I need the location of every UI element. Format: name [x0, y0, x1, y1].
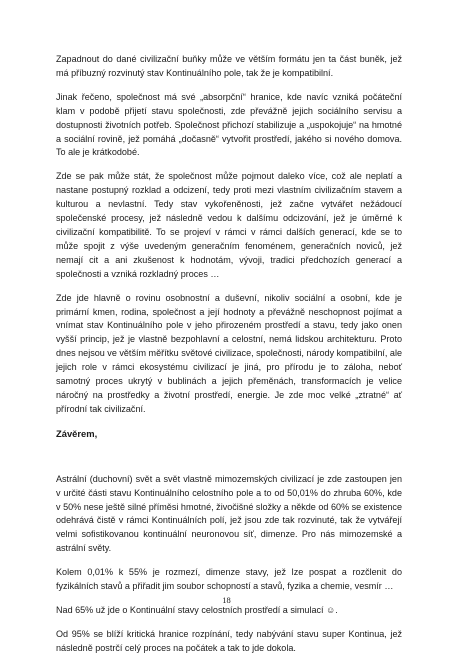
paragraph: Zapadnout do dané civilizační buňky může ve větším formátu jen ta část buněk, jež má příbuzný rozvinutý stav Kontinuálního pole, tak že je kompatibilní. [56, 54, 402, 78]
paragraph: Astrální (duchovní) svět a svět vlastně mimozemských civilizací je zde zastoupen jen v určité části stavu Kontinuálního celostního pole a to od 50,01% do zhruba 60%, kde v 50% nese ještě silné příměsi hmotné, živočišné složky a někde od 60% se existence odehrává čistě v rámci Kontinuálních polí, jež jsou zde tak rozvinuté, tak že vytvářejí velmi sofistikovanou kontinuální neuronovou síť, dimenze. Pro nás mimozemské a astrální světy. [56, 473, 402, 554]
page-number: 18 [222, 595, 231, 605]
paragraph: Zde jde hlavně o rovinu osobnostní a duševní, nikoliv sociální a osobní, kde je primární kmen, rodina, společnost a její hodnoty a převážně neschopnost pojímat a vnímat stav Kontinuálního pole v jeho přirozeném prostředí a stavu, tedy jako onen vyšší princip, jež je vlastně bezpohlavní a celostní, nemá lidskou architekturu. Proto dnes nejsou ve větším měřítku světové civilizace, společnosti, národy kompatibilní, ale jejich role v rámci ekosystému civilizací je jiná, pro přírodu je to záloha, neboť samotný proces ukrytý v bublinách a jejich přeměnách, transformacích je velice náročný na prostředky a životní prostředí, energie. Je zde moc velké „ztratné“ ať přírodní tak civilizační. [56, 292, 402, 414]
paragraph: Zde se pak může stát, že společnost může pojmout daleko více, což ale neplatí a nastane postupný rozklad a odcizení, tedy proti mezi vlastním civilizačním stavem a kulturou a nevlastní. Tedy stav vykořeněnosti, jež začne vytvářet nežádoucí společenské procesy, jež následně vedou k dalšímu odcizování, jež je úměrné k civilizační kompatibilitě. To se projeví v rámci v rámci dalších generací, kde se to může spojit z výše uvedeným generačním fenoménem, generačních noviců, jež nemají cit a ani zkušenost k hodnotám, vývoji, tradici předchozích generací a společnosti a vzniká rozkladný proces … [56, 171, 402, 279]
page-body [56, 53, 402, 666]
paragraph: Od 95% se blíží kritická hranice rozpínání, tedy nabývání stavu super Kontinua, jež následně postrčí celý proces na počátek a tak to jde dokola. [56, 628, 402, 653]
paragraph: Jinak řečeno, společnost má své „absorpční“ hranice, kde navíc vzniká počáteční klam v podobě přijetí stavu společnosti, zde převážně jejich sociálního servisu a dostupnosti životních potřeb. Společnost přichozí stabilizuje a „uspokojuje“ na hmotné a sociální rovině, jež pomáhá „dočasně“ vytvořit prostředí, jakého si nového domova. To ale je krátkodobé. [56, 91, 402, 158]
paragraph: Kolem 0,01% k 55% je rozmezí, dimenze stavy, jež lze pospat a rozčlenit do fyzikálních stavů a přiřadit jim soubor schopností a stavů, fyzika a chemie, vesmír … [56, 567, 402, 592]
paragraph: Nad 65% už jde o Kontinuální stavy celostních prostředí a simulací ☺. [56, 605, 338, 615]
section-heading: Závěrem, [56, 427, 98, 439]
